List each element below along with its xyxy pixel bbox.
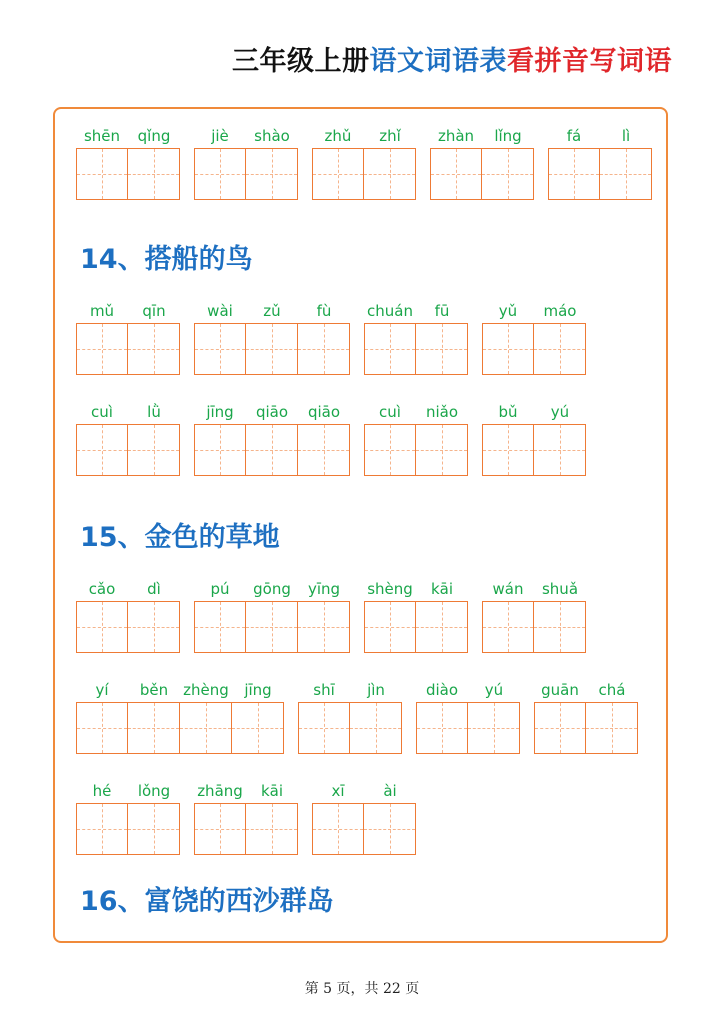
writing-cell[interactable] xyxy=(194,148,246,200)
writing-cell[interactable] xyxy=(194,601,246,653)
pinyin-label: shèng xyxy=(367,580,413,598)
header-wordlist: 语文词语表 xyxy=(369,46,507,77)
pinyin-label: cuì xyxy=(91,403,113,421)
writing-cell[interactable] xyxy=(312,803,364,855)
pinyin-label: hé xyxy=(92,782,112,800)
writing-cell[interactable] xyxy=(600,148,652,200)
pinyin-label: shēn xyxy=(83,127,121,145)
pinyin-label: ài xyxy=(383,782,397,800)
writing-cell[interactable] xyxy=(128,323,180,375)
pinyin-label: yí xyxy=(95,681,109,699)
writing-cell[interactable] xyxy=(246,148,298,200)
writing-cell[interactable] xyxy=(194,323,246,375)
pinyin-label: lǒng xyxy=(137,782,171,800)
writing-cell[interactable] xyxy=(534,424,586,476)
pinyin-label: jīng xyxy=(206,403,234,421)
writing-cell[interactable] xyxy=(468,702,520,754)
writing-cell[interactable] xyxy=(180,702,232,754)
writing-cell[interactable] xyxy=(534,702,586,754)
pinyin-label: shào xyxy=(254,127,290,145)
writing-cell[interactable] xyxy=(246,803,298,855)
pinyin-label: mǔ xyxy=(89,302,115,320)
writing-cell[interactable] xyxy=(76,424,128,476)
writing-cell[interactable] xyxy=(534,323,586,375)
pinyin-label: zhǐ xyxy=(379,127,401,145)
writing-cell[interactable] xyxy=(364,323,416,375)
writing-cell[interactable] xyxy=(298,702,350,754)
writing-cell[interactable] xyxy=(128,803,180,855)
writing-cell[interactable] xyxy=(430,148,482,200)
pinyin-label: qīn xyxy=(142,302,166,320)
pinyin-label: qiāo xyxy=(307,403,341,421)
writing-cell[interactable] xyxy=(128,424,180,476)
writing-cell[interactable] xyxy=(364,803,416,855)
writing-cell[interactable] xyxy=(482,148,534,200)
pinyin-label: zhǔ xyxy=(324,127,352,145)
writing-cell[interactable] xyxy=(298,601,350,653)
pinyin-label: bǔ xyxy=(498,403,518,421)
pinyin-label: qiāo xyxy=(255,403,289,421)
pinyin-label: zhāng xyxy=(197,782,243,800)
pinyin-label: yīng xyxy=(307,580,341,598)
writing-cell[interactable] xyxy=(364,424,416,476)
pinyin-label: máo xyxy=(543,302,577,320)
header-grade: 三年级上册 xyxy=(232,46,370,77)
pinyin-label: zhàn xyxy=(437,127,475,145)
pinyin-label: lǜ xyxy=(147,403,161,421)
pinyin-label: chá xyxy=(598,681,626,699)
writing-cell[interactable] xyxy=(76,803,128,855)
pinyin-label: niǎo xyxy=(425,403,459,421)
writing-cell[interactable] xyxy=(76,601,128,653)
pinyin-label: jìn xyxy=(367,681,385,699)
lesson-title: 15、金色的草地 xyxy=(80,522,280,553)
writing-cell[interactable] xyxy=(128,601,180,653)
pinyin-label: guān xyxy=(541,681,579,699)
pinyin-label: shuǎ xyxy=(541,580,579,598)
pinyin-label: chuán xyxy=(367,302,413,320)
page-footer: 第 5 页，共 22 页 xyxy=(304,981,420,997)
writing-cell[interactable] xyxy=(298,424,350,476)
pinyin-label: lǐng xyxy=(494,127,522,145)
pinyin-label: diào xyxy=(425,681,459,699)
writing-cell[interactable] xyxy=(246,323,298,375)
pinyin-label: jiè xyxy=(211,127,229,145)
writing-cell[interactable] xyxy=(364,601,416,653)
writing-cell[interactable] xyxy=(416,424,468,476)
pinyin-label: fá xyxy=(566,127,582,145)
writing-cell[interactable] xyxy=(312,148,364,200)
writing-cell[interactable] xyxy=(246,601,298,653)
pinyin-label: zǔ xyxy=(263,302,281,320)
pinyin-label: shī xyxy=(313,681,335,699)
writing-cell[interactable] xyxy=(350,702,402,754)
writing-cell[interactable] xyxy=(548,148,600,200)
pinyin-label: cǎo xyxy=(88,580,116,598)
writing-cell[interactable] xyxy=(128,702,180,754)
writing-cell[interactable] xyxy=(482,323,534,375)
pinyin-label: xī xyxy=(331,782,345,800)
writing-cell[interactable] xyxy=(364,148,416,200)
pinyin-label: wài xyxy=(207,302,233,320)
writing-cell[interactable] xyxy=(482,601,534,653)
writing-cell[interactable] xyxy=(416,601,468,653)
writing-cell[interactable] xyxy=(232,702,284,754)
writing-cell[interactable] xyxy=(76,323,128,375)
pinyin-label: jīng xyxy=(244,681,272,699)
pinyin-label: lì xyxy=(621,127,631,145)
writing-cell[interactable] xyxy=(246,424,298,476)
page-header xyxy=(0,42,672,82)
pinyin-label: dì xyxy=(147,580,161,598)
writing-cell[interactable] xyxy=(416,702,468,754)
pinyin-label: zhèng xyxy=(183,681,229,699)
writing-cell[interactable] xyxy=(128,148,180,200)
writing-cell[interactable] xyxy=(194,803,246,855)
writing-cell[interactable] xyxy=(534,601,586,653)
pinyin-label: yú xyxy=(484,681,504,699)
header-task: 看拼音写词语 xyxy=(507,46,672,77)
pinyin-label: běn xyxy=(139,681,169,699)
pinyin-label: wán xyxy=(492,580,524,598)
pinyin-label: pú xyxy=(210,580,230,598)
pinyin-label: kāi xyxy=(430,580,454,598)
pinyin-label: yǔ xyxy=(498,302,518,320)
pinyin-label: kāi xyxy=(260,782,284,800)
writing-cell[interactable] xyxy=(194,424,246,476)
pinyin-label: cuì xyxy=(379,403,401,421)
pinyin-label: fū xyxy=(434,302,450,320)
pinyin-label: qǐng xyxy=(137,127,171,145)
pinyin-label: yú xyxy=(550,403,570,421)
writing-cell[interactable] xyxy=(416,323,468,375)
pinyin-label: gōng xyxy=(253,580,291,598)
lesson-title: 14、搭船的鸟 xyxy=(80,244,253,275)
lesson-title: 16、富饶的西沙群岛 xyxy=(80,886,334,917)
writing-cell[interactable] xyxy=(298,323,350,375)
writing-cell[interactable] xyxy=(482,424,534,476)
writing-cell[interactable] xyxy=(76,148,128,200)
writing-cell[interactable] xyxy=(586,702,638,754)
writing-cell[interactable] xyxy=(76,702,128,754)
pinyin-label: fù xyxy=(316,302,332,320)
